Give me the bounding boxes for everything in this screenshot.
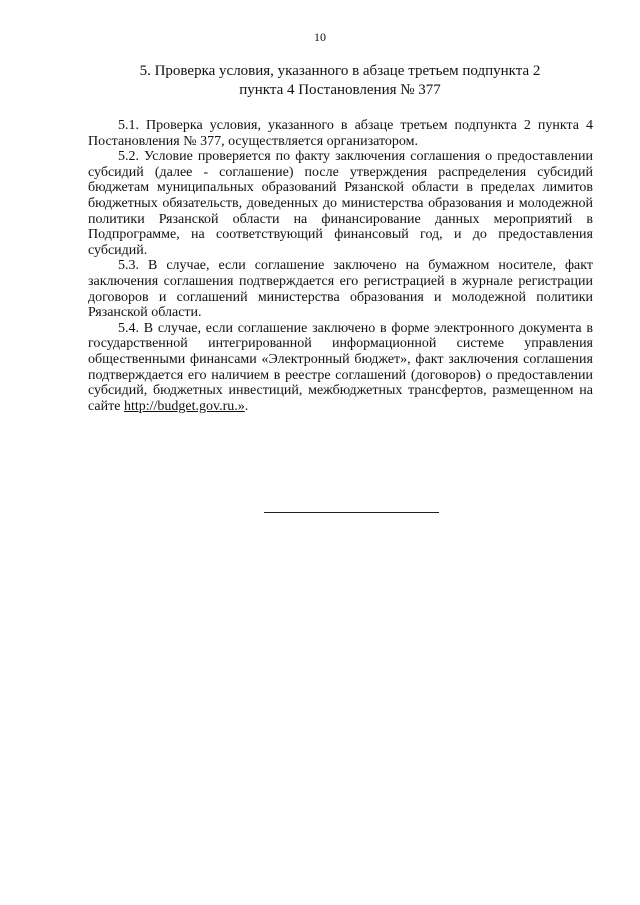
heading-line-2: пункта 4 Постановления № 377 bbox=[239, 82, 441, 98]
paragraph-5-4 bbox=[88, 321, 593, 415]
document-body bbox=[88, 118, 593, 414]
paragraph-5-4-text: 5.4. В случае, если соглашение заключено в форме электронного документа в государственной интегрированной информационной системе управления общественными финансами «Электронный бюджет», факт заключения соглашения подтверждается его наличием в реестре соглашений (договоров) о предоставлении субсидий, бюджетных инвестиций, межбюджетных трансфертов, размещенном на сайте bbox=[88, 320, 593, 414]
paragraph-5-2: 5.2. Условие проверяется по факту заключения соглашения о предоставлении субсидий (далее - соглашение) после утверждения распределения субсидий бюджетам муниципальных образований Рязанской области в пределах лимитов бюджетных обязательств, доведенных до министерства образования и молодежной политики Рязанской области на финансирование данных мероприятий в Подпрограмме, на соответствующий финансовый год, и до предоставления субсидий. bbox=[88, 149, 593, 258]
section-heading bbox=[120, 62, 560, 100]
paragraph-5-1: 5.1. Проверка условия, указанного в абзаце третьем подпункта 2 пункта 4 Постановления № 377, осуществляется организатором. bbox=[88, 118, 593, 149]
budget-site-link[interactable]: http://budget.gov.ru.» bbox=[123, 398, 245, 414]
end-divider bbox=[264, 512, 439, 513]
heading-line-1: 5. Проверка условия, указанного в абзаце третьем подпункта 2 bbox=[139, 63, 541, 79]
page-number: 10 bbox=[314, 30, 326, 44]
paragraph-5-4-tail: . bbox=[244, 398, 249, 414]
paragraph-5-3: 5.3. В случае, если соглашение заключено на бумажном носителе, факт заключения соглашения подтверждается его регистрацией в журнале регистрации договоров и соглашений министерства образования и молодежной политики Рязанской области. bbox=[88, 258, 593, 321]
